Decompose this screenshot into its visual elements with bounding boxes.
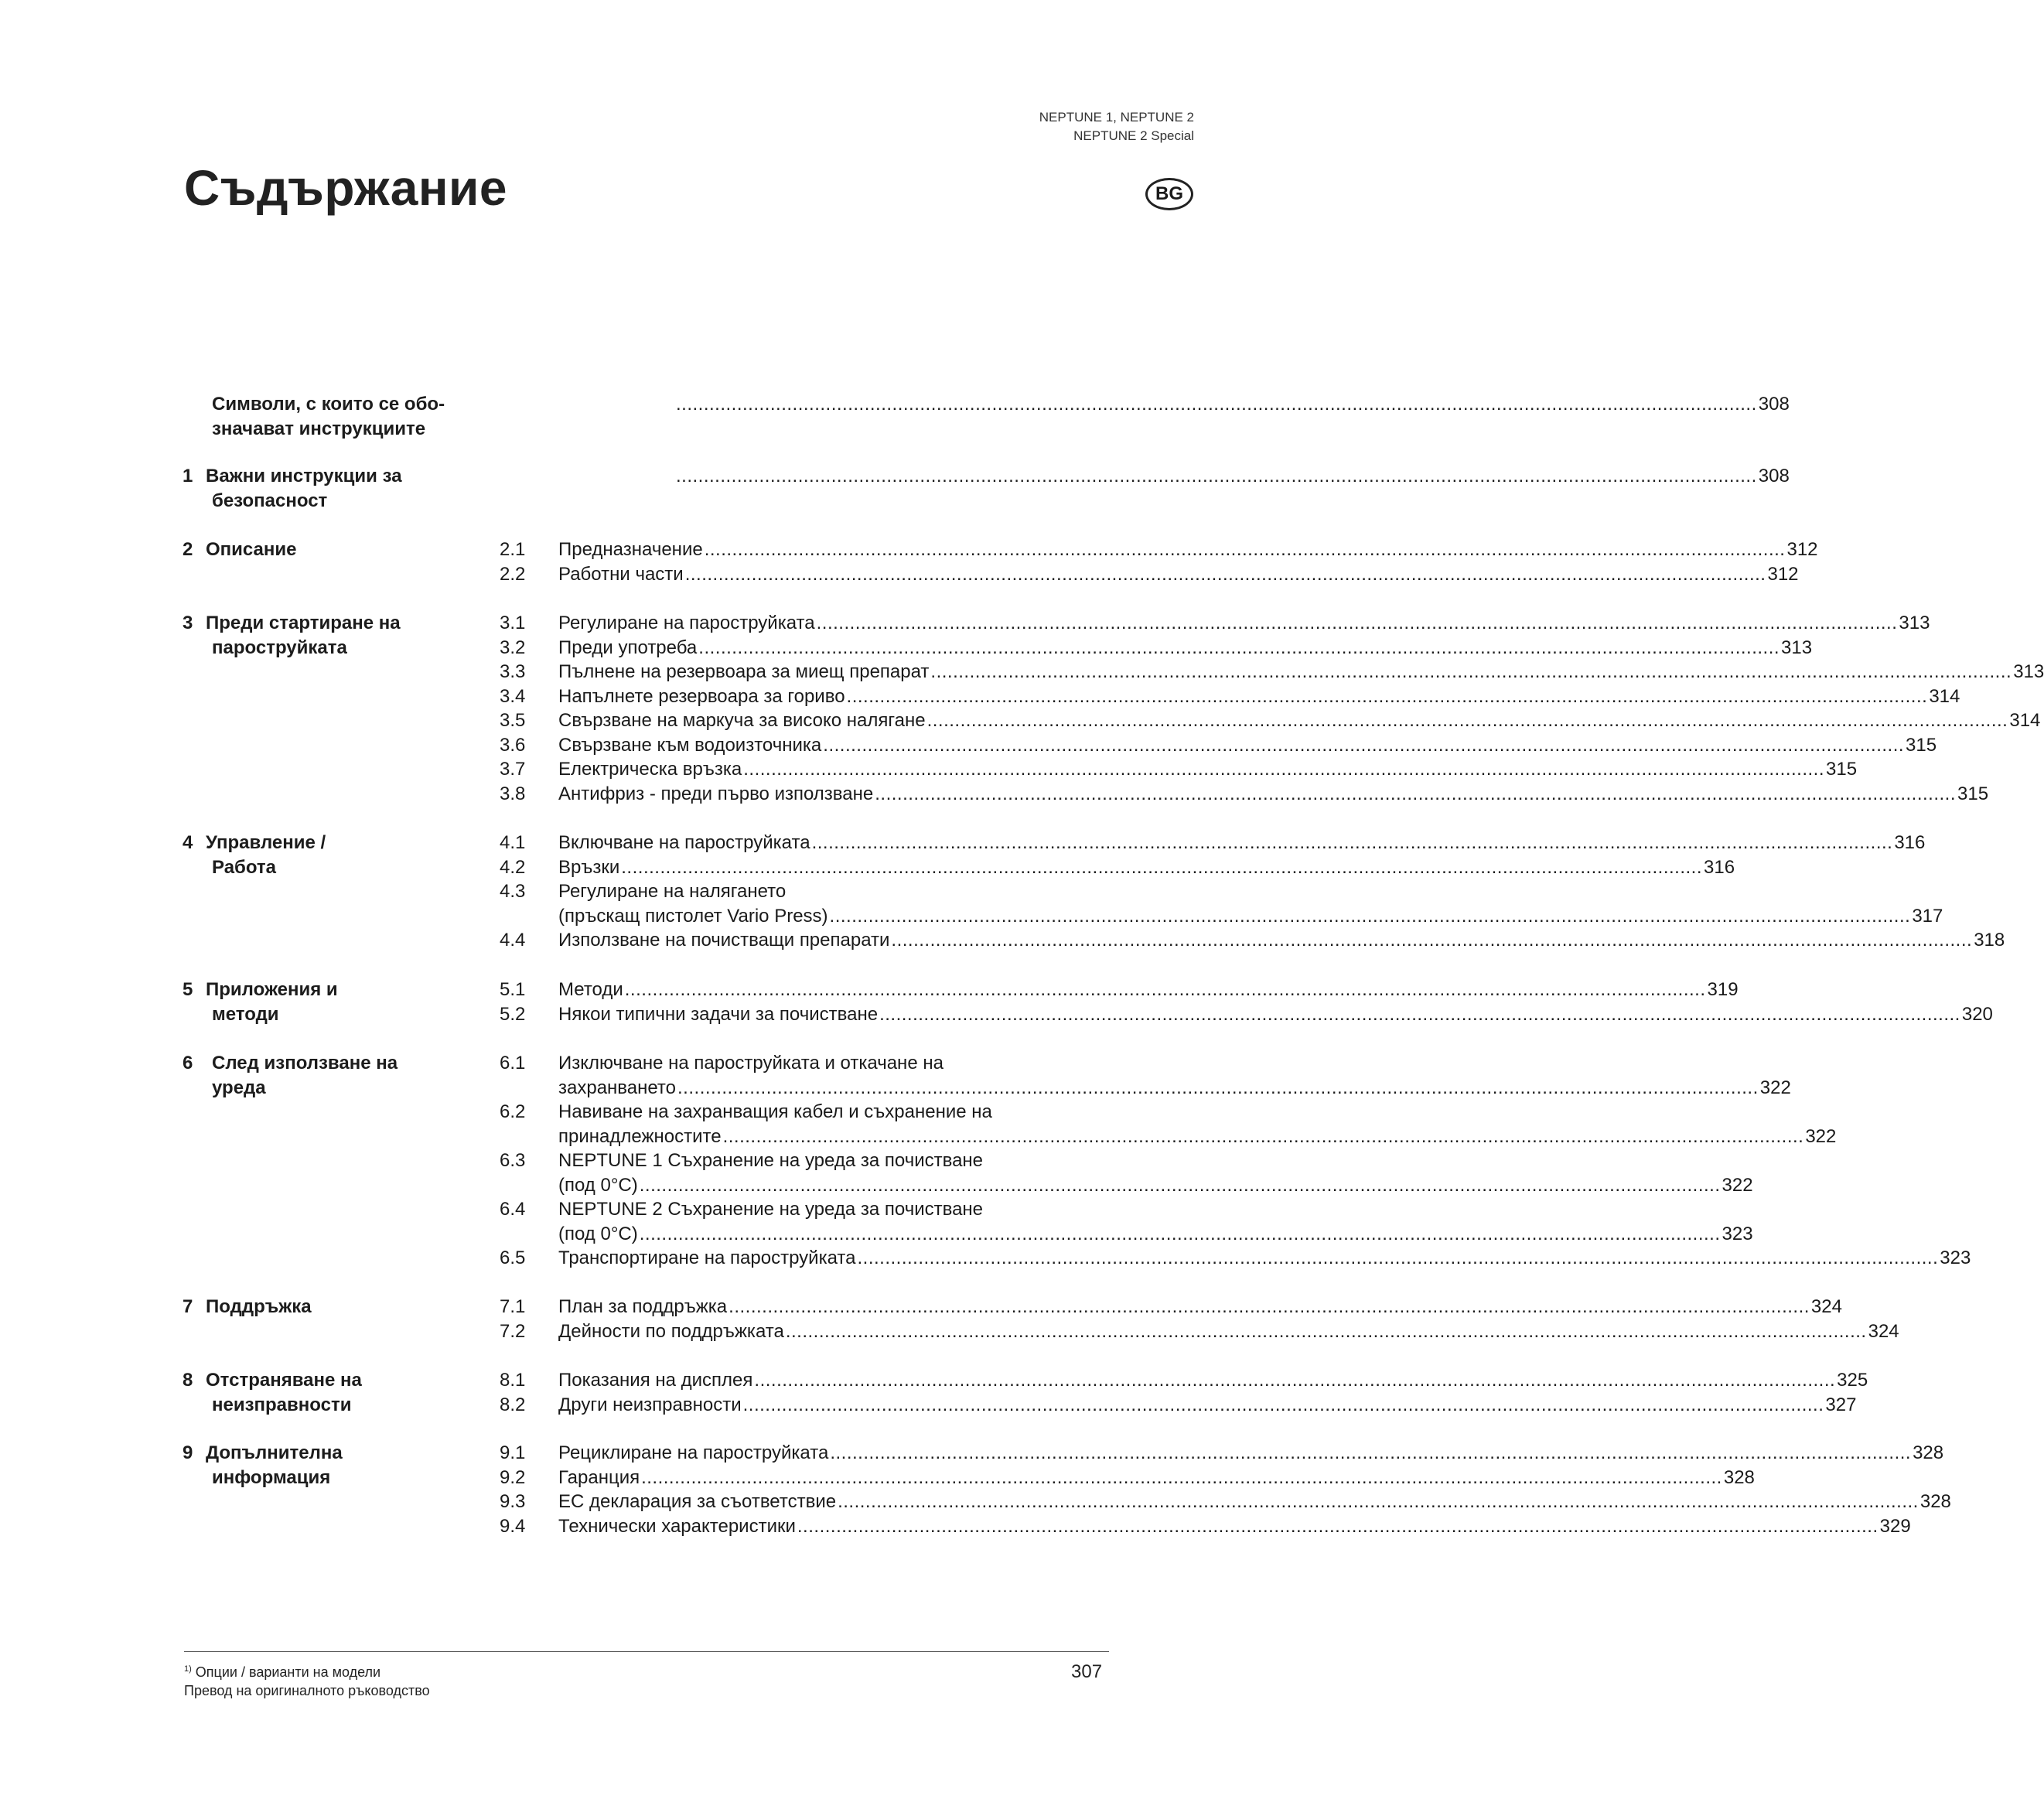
page-ref: 319 <box>1707 979 1739 1000</box>
entry-title: Преди употреба <box>558 637 698 658</box>
section-label-line2: безопасност <box>212 490 328 511</box>
entry-title: Антифриз - преди първо използване <box>558 783 874 804</box>
entry-number: 9.1 <box>500 1442 526 1463</box>
page-ref[interactable]: 308 <box>1758 394 1790 415</box>
entry-title: План за поддръжка <box>558 1296 728 1317</box>
entry-title: Други неизправности <box>558 1394 742 1415</box>
dot-leader <box>698 637 1780 658</box>
entry-title: Дейности по поддръжката <box>558 1320 784 1342</box>
toc-leader-symbols <box>674 392 1790 417</box>
entry-number: 4.1 <box>500 832 526 853</box>
section-label-line2: уреда <box>212 1077 266 1098</box>
page-ref: 315 <box>1906 734 1937 756</box>
entry-title: Методи <box>558 979 623 1000</box>
dot-leader <box>729 1296 1810 1317</box>
entry-title: Показания на дисплея <box>558 1370 753 1391</box>
section-label: Поддръжка <box>206 1296 312 1317</box>
entry-number: 3.7 <box>500 759 526 780</box>
entry-number: 2.2 <box>500 563 526 585</box>
entry-title: Свързване на маркуча за високо налягане <box>558 710 926 731</box>
toc-section-symbols[interactable] <box>183 392 476 442</box>
entry-title: Електрическа връзка <box>558 759 742 780</box>
entry-title: (под 0°C) <box>558 1223 638 1244</box>
entry-number: 3.2 <box>500 637 526 658</box>
entry-number: 3.5 <box>500 710 526 731</box>
dot-leader <box>754 1370 1835 1391</box>
page-ref: 328 <box>1919 1491 1951 1512</box>
entry-number: 2.1 <box>500 539 526 560</box>
page-ref: 317 <box>1912 905 1943 927</box>
section-number: 5 <box>183 979 193 1000</box>
section-label-line2: неизправности <box>212 1394 352 1415</box>
entry-title: принадлежностите <box>558 1125 722 1147</box>
entry-number: 3.1 <box>500 613 526 633</box>
toc-entry[interactable] <box>500 1514 1911 1539</box>
toc-entry[interactable] <box>500 1051 1791 1100</box>
dot-leader <box>640 1224 1721 1244</box>
dot-leader <box>858 1248 1939 1268</box>
entry-number: 8.2 <box>500 1394 526 1415</box>
entry-title-line1: Регулиране на налягането <box>558 881 787 902</box>
page-ref: 313 <box>1899 613 1930 633</box>
page-ref: 327 <box>1825 1394 1857 1415</box>
dot-leader <box>930 661 2012 682</box>
toc-entry[interactable] <box>500 538 1818 562</box>
section-number: 7 <box>183 1296 193 1317</box>
entry-title: Напълнете резервоара за гориво <box>558 685 845 707</box>
dot-leader <box>641 1467 1722 1488</box>
page-ref: 322 <box>1759 1077 1791 1098</box>
entry-title: (пръскащ пистолет Vario Press) <box>558 905 828 927</box>
toc-entry[interactable] <box>500 684 1960 709</box>
language-badge: BG <box>1145 178 1193 210</box>
toc-entry[interactable] <box>500 1393 1857 1418</box>
section-label-line2: методи <box>212 1004 279 1025</box>
section-label-line1: Важни инструкции за <box>206 466 402 486</box>
entry-number: 7.2 <box>500 1320 526 1342</box>
toc-entries-section-8 <box>500 1368 1868 1417</box>
toc-section-4[interactable] <box>183 831 476 880</box>
toc-entries-section-3 <box>500 611 2044 806</box>
translation-note: Превод на оригиналното ръководство <box>184 1683 430 1698</box>
section-label-line2: Работа <box>212 857 277 878</box>
section-label-line1: След използване на <box>212 1053 398 1073</box>
footer-divider <box>184 1651 1109 1652</box>
page-ref: 324 <box>1810 1296 1842 1317</box>
page-ref: 328 <box>1723 1466 1755 1488</box>
section-label-line1: Символи, с които се обо- <box>212 394 445 415</box>
entry-title-line1: NEPTUNE 1 Съхранение на уреда за почистване <box>558 1150 984 1171</box>
section-number: 6 <box>183 1053 193 1073</box>
toc-entry[interactable] <box>500 1490 1951 1514</box>
toc-entry[interactable] <box>500 1100 1837 1149</box>
model-names <box>1039 108 1194 145</box>
section-number: 9 <box>183 1442 193 1463</box>
entry-title: Предназначение <box>558 539 703 560</box>
toc-section-9[interactable] <box>183 1441 476 1490</box>
toc-entry[interactable] <box>500 978 1739 1002</box>
footnote-mark: 1) <box>184 1664 192 1674</box>
dot-leader <box>677 1077 1759 1098</box>
dot-leader <box>847 686 1928 707</box>
page-ref: 328 <box>1913 1442 1944 1463</box>
page-ref: 324 <box>1868 1320 1899 1342</box>
dot-leader <box>685 564 1766 585</box>
entry-title: захранването <box>558 1077 677 1098</box>
page-ref: 313 <box>1781 637 1813 658</box>
dot-leader <box>891 930 1972 951</box>
dot-leader <box>705 539 1786 560</box>
toc-entry[interactable] <box>500 636 1813 660</box>
entry-title: Технически характеристики <box>558 1515 796 1537</box>
toc-entries-section-6 <box>500 1051 1971 1271</box>
entry-title: Използване на почистващи препарати <box>558 930 890 951</box>
toc-leader-section-1 <box>674 464 1790 489</box>
page-ref[interactable]: 308 <box>1758 466 1790 486</box>
dot-leader <box>838 1491 1919 1512</box>
entry-number: 8.1 <box>500 1370 526 1391</box>
toc-entry[interactable] <box>500 831 1926 855</box>
section-number: 1 <box>183 466 193 486</box>
entry-title: Гаранция <box>558 1466 640 1488</box>
entry-number: 9.4 <box>500 1515 526 1537</box>
toc-entry[interactable] <box>500 562 1799 587</box>
dot-leader <box>743 759 1824 780</box>
section-label-line1: Приложения и <box>206 979 338 1000</box>
dot-leader <box>640 1175 1721 1196</box>
entry-number: 9.3 <box>500 1491 526 1512</box>
entry-number: 3.6 <box>500 734 526 756</box>
toc-entry[interactable] <box>500 879 1943 928</box>
page-ref: 316 <box>1704 856 1735 878</box>
section-number: 4 <box>183 832 193 853</box>
model-line-1: NEPTUNE 1, NEPTUNE 2 <box>1039 110 1194 125</box>
page-ref: 322 <box>1805 1125 1837 1147</box>
dot-leader <box>875 783 1956 804</box>
entry-number: 3.8 <box>500 783 526 804</box>
entry-title: Рециклиране на пароструйката <box>558 1442 829 1463</box>
section-label-line2: пароструйката <box>212 637 347 658</box>
toc-entry[interactable] <box>500 1197 1753 1246</box>
entry-number: 6.4 <box>500 1199 526 1220</box>
dot-leader <box>743 1394 1824 1415</box>
page-title: Съдържание <box>184 160 507 216</box>
toc-entry[interactable] <box>500 928 2005 953</box>
toc-entry[interactable] <box>500 611 1930 636</box>
footnote-text: Опции / варианти на модели <box>195 1664 381 1680</box>
page-ref: 315 <box>1957 783 1989 804</box>
toc-entry[interactable] <box>500 733 1937 758</box>
entry-number: 7.1 <box>500 1296 526 1317</box>
entry-title: Регулиране на пароструйката <box>558 613 815 633</box>
entry-title: Някои типични задачи за почистване <box>558 1003 879 1025</box>
toc-entry[interactable] <box>500 1295 1842 1319</box>
dot-leader <box>830 1442 1911 1463</box>
entry-title: ЕС декларация за съответствие <box>558 1491 837 1512</box>
toc-section-7[interactable] <box>183 1295 476 1319</box>
toc-entry[interactable] <box>500 1246 1971 1271</box>
toc-section-3[interactable] <box>183 611 476 660</box>
entry-title-line1: Изключване на пароструйката и откачане на <box>558 1053 944 1073</box>
entry-title-line1: NEPTUNE 2 Съхранение на уреда за почистване <box>558 1199 984 1220</box>
footnote <box>184 1659 380 1682</box>
page-ref: 325 <box>1837 1370 1868 1391</box>
dot-leader <box>621 857 1702 878</box>
page-ref: 315 <box>1826 759 1858 780</box>
page-ref: 314 <box>2009 710 2041 731</box>
toc-entry[interactable] <box>500 1441 1944 1466</box>
entry-number: 6.5 <box>500 1248 526 1268</box>
entry-title: Свързване към водоизточника <box>558 734 822 756</box>
toc-entry[interactable] <box>500 1368 1868 1393</box>
toc-section-6[interactable] <box>183 1051 476 1101</box>
toc-section-5[interactable] <box>183 978 476 1027</box>
page-ref: 318 <box>1974 930 2005 951</box>
dot-leader <box>723 1126 1804 1147</box>
dot-leader <box>927 710 2008 731</box>
toc-entries-section-5 <box>500 978 1993 1026</box>
toc-entry[interactable] <box>500 782 1989 807</box>
entry-number: 6.1 <box>500 1053 526 1073</box>
toc-entries-section-9 <box>500 1441 1951 1538</box>
entry-number: 6.3 <box>500 1150 526 1171</box>
model-line-2: NEPTUNE 2 Special <box>1073 128 1194 143</box>
dot-leader <box>812 832 1893 853</box>
section-label-line2: значават инструкциите <box>212 418 426 439</box>
section-label-line1: Преди стартиране на <box>206 613 401 633</box>
entry-title: Работни части <box>558 563 684 585</box>
page-ref: 322 <box>1722 1174 1753 1196</box>
section-label-line1: Отстраняване на <box>206 1370 362 1391</box>
section-label: Описание <box>206 539 297 560</box>
page-ref: 323 <box>1940 1248 1971 1268</box>
toc-section-2[interactable] <box>183 538 476 562</box>
entry-number: 5.2 <box>500 1003 526 1025</box>
entry-title: Пълнене на резервоара за миещ препарат <box>558 661 930 682</box>
dot-leader <box>676 392 1757 417</box>
entry-number: 4.2 <box>500 856 526 878</box>
toc-entry[interactable] <box>500 1149 1753 1197</box>
entry-number: 3.3 <box>500 661 526 682</box>
toc-entries-section-2 <box>500 538 1818 586</box>
section-number: 2 <box>183 539 193 560</box>
page-ref: 313 <box>2013 661 2044 682</box>
page-ref: 316 <box>1894 832 1926 853</box>
dot-leader <box>625 979 1706 1000</box>
dot-leader <box>817 613 1898 633</box>
entry-title: (под 0°C) <box>558 1174 638 1196</box>
dot-leader <box>879 1004 1960 1025</box>
dot-leader <box>676 464 1757 489</box>
toc-entry[interactable] <box>500 1319 1899 1344</box>
dot-leader <box>830 906 1911 927</box>
dot-leader <box>797 1516 1879 1537</box>
toc-section-8[interactable] <box>183 1368 476 1418</box>
entry-title-line1: Навиване на захранващия кабел и съхранение на <box>558 1101 992 1122</box>
toc-entry[interactable] <box>500 757 1858 782</box>
page-ref: 320 <box>1961 1003 1993 1025</box>
section-number: 3 <box>183 613 193 633</box>
dot-leader <box>786 1321 1867 1342</box>
entry-number: 5.1 <box>500 979 526 1000</box>
entry-number: 4.4 <box>500 930 526 951</box>
entry-number: 4.3 <box>500 881 526 902</box>
toc-section-1[interactable] <box>183 464 476 514</box>
entry-number: 9.2 <box>500 1466 526 1488</box>
page-ref: 314 <box>1929 685 1960 707</box>
toc-entries-section-7 <box>500 1295 1899 1343</box>
toc-entry[interactable] <box>500 708 2041 733</box>
section-label-line1: Управление / <box>206 832 326 853</box>
toc-entry[interactable] <box>500 1466 1755 1490</box>
toc-entries-section-4 <box>500 831 2005 953</box>
entry-number: 3.4 <box>500 685 526 707</box>
toc-entry[interactable] <box>500 660 2044 684</box>
page-ref: 329 <box>1879 1515 1911 1537</box>
page-ref: 323 <box>1722 1223 1753 1244</box>
section-label-line1: Допълнителна <box>206 1442 343 1463</box>
section-number: 8 <box>183 1370 193 1391</box>
entry-title: Включване на пароструйката <box>558 832 810 853</box>
page-ref: 312 <box>1767 563 1799 585</box>
entry-title: Връзки <box>558 856 620 878</box>
toc-entry[interactable] <box>500 1002 1993 1027</box>
page-number: 307 <box>1071 1661 1103 1682</box>
toc-entry[interactable] <box>500 855 1735 880</box>
entry-number: 6.2 <box>500 1101 526 1122</box>
dot-leader <box>823 735 1904 756</box>
entry-title: Транспортиране на пароструйката <box>558 1248 856 1268</box>
page-ref: 312 <box>1786 539 1818 560</box>
section-label-line2: информация <box>212 1467 331 1488</box>
